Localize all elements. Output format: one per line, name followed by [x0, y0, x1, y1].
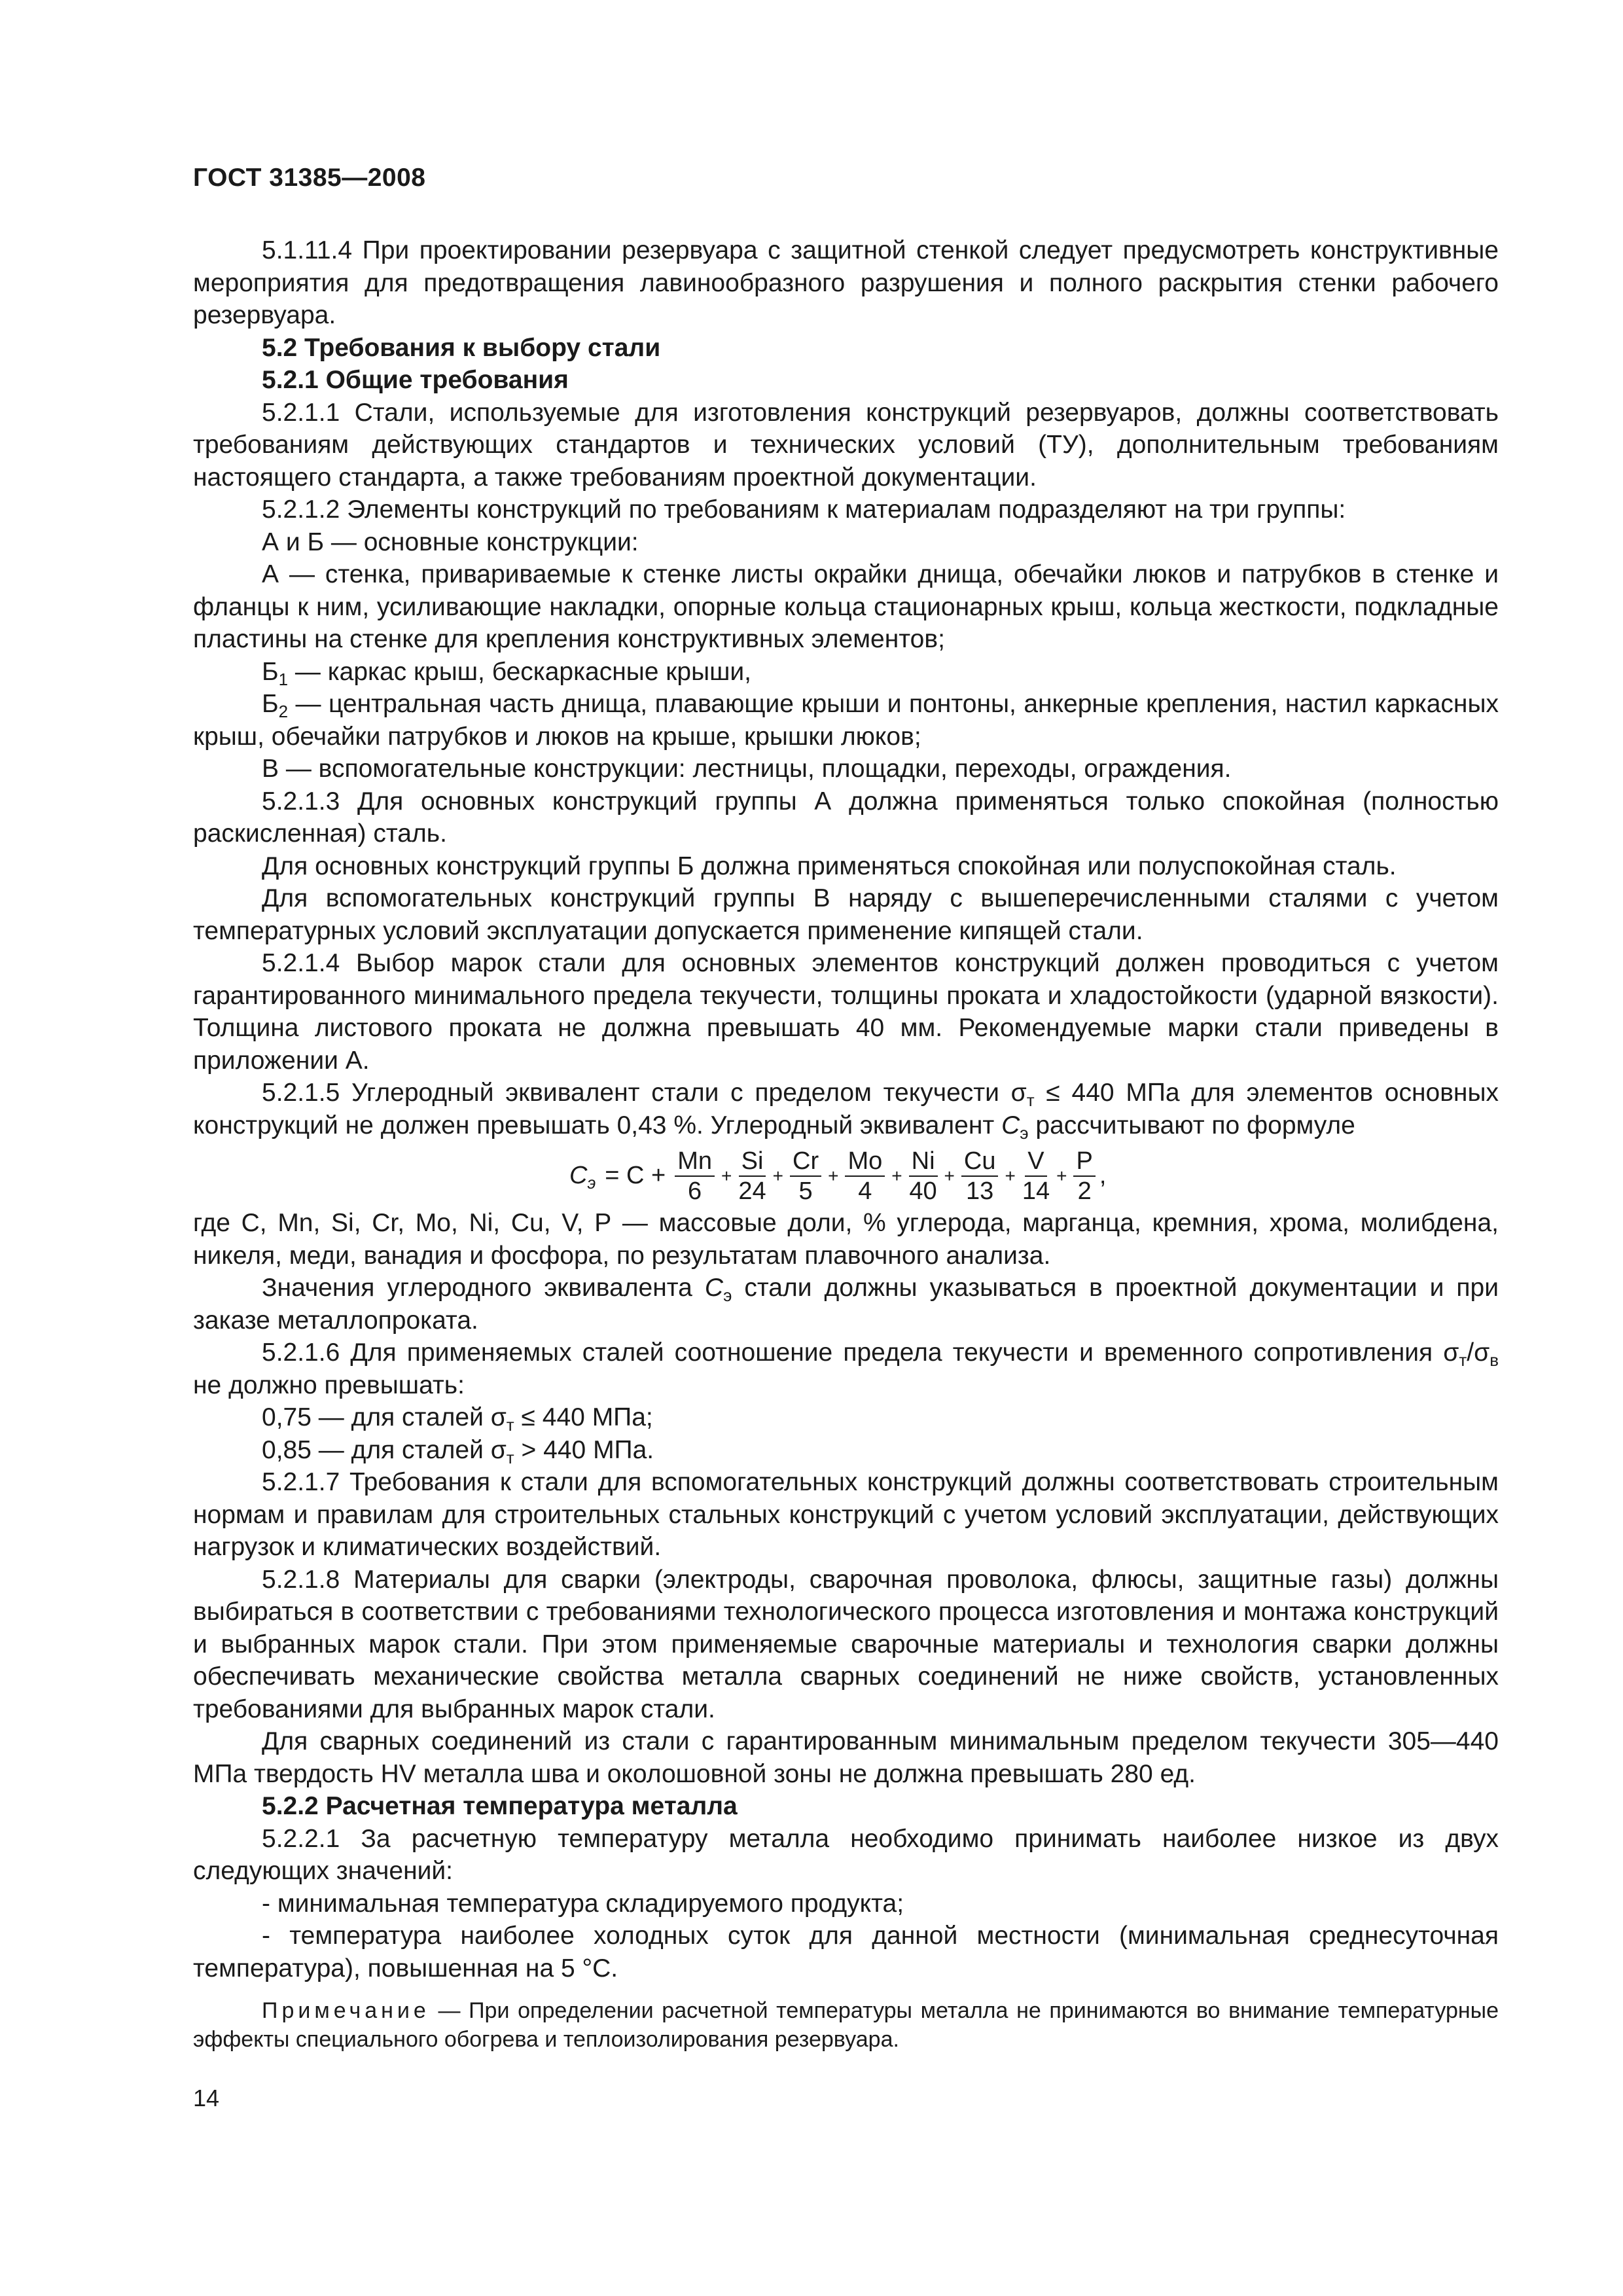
formula-fraction: [909, 1147, 938, 1206]
formula-fraction: [790, 1147, 821, 1206]
formula-fraction: [1073, 1147, 1095, 1206]
fraction-numerator: V: [1025, 1147, 1046, 1177]
subscript: в: [1489, 1350, 1499, 1370]
variable: С: [1001, 1111, 1020, 1139]
formula-tail: ,: [1099, 1162, 1107, 1190]
carbon-equivalent-formula: [193, 1141, 1499, 1207]
paragraph-text: ≤ 440 МПа для элементов основных конструкций не должен превышать 0,43 %. Углеродный эквивалент: [193, 1079, 1499, 1139]
paragraph-text: рассчитывают по формуле: [1028, 1111, 1355, 1139]
subsection-heading: 5.2.1 Общие требования: [262, 366, 569, 394]
paragraph: Для вспомогательных конструкций группы В наряду с вышеперечисленными сталями с учетом температурных условий эксплуатации допускается применение кипящей стали.: [193, 884, 1499, 945]
paragraph: Для сварных соединений из стали с гарантированным минимальным пределом текучести 305—440 МПа твердость HV металла шва и околошовной зоны не должна превышать 280 ед.: [193, 1727, 1499, 1788]
formula-plus: +: [891, 1166, 902, 1187]
fraction-denominator: 5: [798, 1177, 813, 1205]
formula-lhs: [569, 1160, 596, 1193]
group-subscript: 1: [278, 669, 289, 689]
paragraph-text: 5.2.1.6 Для применяемых сталей соотношение предела текучести и временного сопротивления σ: [262, 1338, 1459, 1367]
paragraph: 5.2.2.1 За расчетную температуру металла необходимо принимать наиболее низкое из двух следующих значений:: [193, 1824, 1499, 1885]
note-text: — При определении расчетной температуры металла не принимаются во внимание температурные эффекты специального обогрева и теплоизолирования резервуара.: [193, 1998, 1499, 2052]
fraction-numerator: Cr: [790, 1147, 821, 1177]
formula-fraction: [1022, 1147, 1050, 1206]
standard-code-header: ГОСТ 31385—2008: [193, 164, 426, 192]
formula-plus: +: [721, 1166, 732, 1187]
list-item: - минимальная температура складируемого продукта;: [262, 1889, 904, 1918]
paragraph-text: 5.2.1.5 Углеродный эквивалент стали с пределом текучести σ: [262, 1079, 1027, 1107]
paragraph-text: не должно превышать:: [193, 1371, 465, 1399]
paragraph: Для основных конструкций группы Б должна применяться спокойная или полуспокойная сталь.: [262, 852, 1397, 880]
list-item: - температура наиболее холодных суток для данной местности (минимальная среднесуточная температура), повышенная на 5 °С.: [193, 1922, 1499, 1982]
formula-plus: +: [828, 1166, 839, 1187]
fraction-denominator: 4: [858, 1177, 872, 1205]
paragraph: [193, 1434, 1499, 1467]
formula-fraction: [845, 1147, 885, 1206]
paragraph-text: 0,75 — для сталей σ: [262, 1403, 507, 1431]
subscript: э: [723, 1285, 732, 1305]
fraction-numerator: Mo: [845, 1147, 885, 1177]
paragraph: А и Б — основные конструкции:: [262, 528, 639, 556]
paragraph: [193, 1272, 1499, 1336]
fraction-numerator: P: [1073, 1147, 1095, 1177]
formula-subscript: э: [587, 1173, 596, 1193]
paragraph-text: 0,85 — для сталей σ: [262, 1435, 507, 1464]
paragraph: [193, 1336, 1499, 1401]
variable: С: [704, 1274, 724, 1302]
formula-plus: +: [772, 1166, 783, 1187]
fraction-denominator: 40: [909, 1177, 937, 1205]
subscript: т: [506, 1415, 514, 1435]
formula-fraction: [675, 1147, 715, 1206]
subscript: т: [1459, 1350, 1467, 1370]
fraction-numerator: Mn: [675, 1147, 715, 1177]
note-label: Примечание: [262, 1998, 430, 2023]
fraction-denominator: 14: [1022, 1177, 1050, 1205]
paragraph-text: стали должны указываться в проектной документации и при заказе металлопроката.: [193, 1274, 1499, 1335]
paragraph: А — стенка, привариваемые к стенке листы окрайки днища, обечайки люков и патрубков в стенке и фланцы к ним, усиливающие накладки, опорные кольца стационарных крыш, кольца жесткости, подкладные пластины на стенке для крепления конструктивных элементов;: [193, 560, 1499, 653]
paragraph: [193, 1401, 1499, 1434]
paragraph: 5.2.1.4 Выбор марок стали для основных элементов конструкций должен проводиться с учетом гарантированного минимального предела текучести, толщины проката и хладостойкости (ударной вязкости). Толщина листового проката не должна превышать 40 мм. Рекомендуемые марки стали приведены в приложении А.: [193, 949, 1499, 1075]
paragraph: где С, Mn, Si, Cr, Mo, Ni, Cu, V, Р — массовые доли, % углерода, марганца, кремния, хрома, молибдена, никеля, меди, ванадия и фосфора, по результатам плавочного анализа.: [193, 1209, 1499, 1270]
formula-fraction: [738, 1147, 766, 1206]
paragraph: [193, 1077, 1499, 1141]
paragraph-text: ≤ 440 МПа;: [514, 1403, 653, 1431]
formula-equals: = С +: [605, 1162, 666, 1190]
section-heading: 5.2 Требования к выбору стали: [262, 333, 661, 362]
paragraph-text: > 440 МПа.: [514, 1435, 654, 1464]
formula-plus: +: [1056, 1166, 1067, 1187]
page-content: [193, 234, 1499, 2054]
formula-plus: +: [944, 1166, 955, 1187]
paragraph: 5.2.1.2 Элементы конструкций по требованиям к материалам подразделяют на три группы:: [262, 495, 1346, 524]
subsection-heading: 5.2.2 Расчетная температура металла: [262, 1792, 738, 1820]
paragraph: 5.2.1.8 Материалы для сварки (электроды, сварочная проволока, флюсы, защитные газы) должны выбираться в соответствии с требованиями технологического процесса изготовления и монтажа конструкций и выбранных марок стали. При этом применяемые сварочные материалы и технология сварки должны обеспечивать механические свойства металла сварных соединений не ниже свойств, установленных требованиями для выбранных марок стали.: [193, 1565, 1499, 1723]
subscript: э: [1020, 1122, 1029, 1143]
paragraph: 5.2.1.3 Для основных конструкций группы А должна применяться только спокойная (полностью раскисленная) сталь.: [193, 787, 1499, 848]
paragraph: 5.1.11.4 При проектировании резервуара с защитной стенкой следует предусмотреть конструктивные мероприятия для предотвращения лавинообразного разрушения и полного раскрытия стенки рабочего резервуара.: [193, 236, 1499, 329]
subscript: т: [506, 1447, 514, 1467]
fraction-numerator: Ni: [909, 1147, 938, 1177]
formula-plus: +: [1005, 1166, 1016, 1187]
subscript: т: [1026, 1090, 1035, 1110]
group-subscript: 2: [278, 702, 289, 721]
paragraph-text: /σ: [1467, 1338, 1490, 1367]
formula-fraction: [961, 1147, 999, 1206]
paragraph: 5.2.1.7 Требования к стали для вспомогательных конструкций должны соответствовать строительным нормам и правилам для строительных стальных конструкций с учетом условий эксплуатации, действующих нагрузок и климатических воздействий.: [193, 1468, 1499, 1561]
formula-variable: С: [569, 1162, 588, 1190]
fraction-denominator: 13: [966, 1177, 994, 1205]
page-number: 14: [193, 2085, 220, 2111]
fraction-denominator: 6: [688, 1177, 702, 1205]
note: [193, 1996, 1499, 2054]
paragraph: [193, 656, 1499, 689]
fraction-numerator: Cu: [961, 1147, 999, 1177]
paragraph: В — вспомогательные конструкции: лестницы, площадки, переходы, ограждения.: [262, 755, 1232, 783]
group-letter: Б: [262, 690, 279, 718]
fraction-denominator: 24: [738, 1177, 766, 1205]
fraction-numerator: Si: [739, 1147, 766, 1177]
fraction-denominator: 2: [1077, 1177, 1092, 1205]
paragraph-text: — каркас крыш, бескаркасные крыши,: [288, 657, 752, 686]
group-letter: Б: [262, 657, 279, 686]
paragraph: 5.2.1.1 Стали, используемые для изготовления конструкций резервуаров, должны соответствовать требованиям действующих стандартов и технических условий (ТУ), дополнительным требованиям настоящего стандарта, а также требованиям проектной документации.: [193, 398, 1499, 492]
paragraph-text: — центральная часть днища, плавающие крыши и понтоны, анкерные крепления, настил каркасных крыш, обечайки патрубков и люков на крыше, крышки люков;: [193, 690, 1499, 751]
formula-body: [569, 1147, 1106, 1206]
paragraph-text: Значения углеродного эквивалента: [262, 1274, 705, 1302]
paragraph: [193, 688, 1499, 753]
